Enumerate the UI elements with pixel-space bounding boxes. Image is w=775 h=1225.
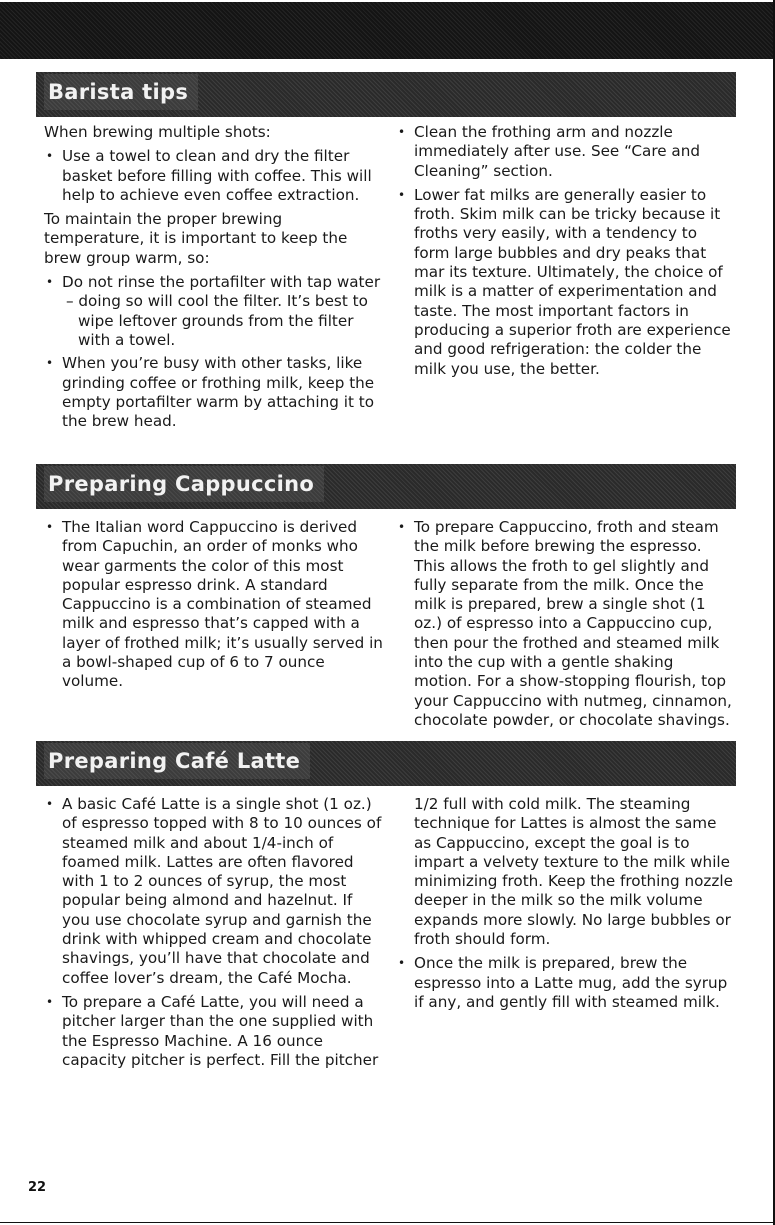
barista-bullet-clean: • Clean the frothing arm and nozzle immediately after use. See “Care and Cleaning” section. [396,123,734,181]
cappuccino-right-column [396,518,736,730]
cappuccino-bullet-prepare: • To prepare Cappuccino, froth and steam the milk before brewing the espresso. This allows the froth to gel slightly and fully separate from the milk. Once the milk is prepared, brew a single shot (1 oz.) of espresso into a Cappuccino cup, then pour the frothed and steamed milk into the cup with a gentle shaking motion. For a show-stopping flourish, top your Cappuccino with nutmeg, cinnamon, chocolate powder, or chocolate shavings. [396,518,736,730]
barista-bullet-rinse-text: Do not rinse the portafilter with tap water [62,273,381,292]
section-title-preparing-cafe-latte: Preparing Café Latte [44,743,310,779]
header-band [0,2,775,59]
latte-continued-paragraph: 1/2 full with cold milk. The steaming technique for Lattes is almost the same as Cappuccino, except the goal is to impart a velvety texture to the milk while minimizing froth. Keep the frothing nozzle deeper in the milk so the milk volume expands more slowly. No large bubbles or froth should form. [414,795,733,949]
section-title-preparing-cappuccino: Preparing Cappuccino [44,466,324,502]
latte-bullet-pitcher: • To prepare a Café Latte, you will need a pitcher larger than the one supplied with the Espresso Machine. A 16 ounce capacity pitcher is perfect. Fill the pitcher [44,993,384,1070]
barista-bullet-busy: • When you’re busy with other tasks, like grinding coffee or frothing milk, keep the empty portafilter warm by attaching it to the brew head. [44,354,384,431]
section-title-barista-tips: Barista tips [44,74,198,110]
cappuccino-left-column [44,518,384,692]
barista-left-column [44,123,384,431]
page-number: 22 [28,1180,47,1195]
section-header-preparing-cafe-latte [36,741,736,786]
latte-right-column [396,795,736,1012]
barista-temperature-paragraph: To maintain the proper brewing temperature, it is important to keep the brew group warm, so: [44,210,348,267]
section-header-preparing-cappuccino [36,464,736,509]
latte-bullet-brew: • Once the milk is prepared, brew the espresso into a Latte mug, add the syrup if any, and gently fill with steamed milk. [396,954,736,1012]
barista-bullet-milk: • Lower fat milks are generally easier to froth. Skim milk can be tricky because it froths very easily, with a tendency to form large bubbles and dry peaks that mar its texture. Ultimately, the choice of milk is a matter of experimentation and taste. The most important factors in producing a superior froth are experience and good refrigeration: the colder the milk you use, the better. [396,186,734,379]
section-header-barista-tips [36,72,736,117]
barista-bullet-rinse [44,273,384,350]
barista-intro: When brewing multiple shots: [44,123,271,141]
cappuccino-bullet-origin: • The Italian word Cappuccino is derived from Capuchin, an order of monks who wear garments the color of this most popular espresso drink. A standard Cappuccino is a combination of steamed milk and espresso that’s capped with a layer of frothed milk; it’s usually served in a bowl-shaped cup of 6 to 7 ounce volume. [44,518,384,692]
latte-left-column [44,795,384,1070]
barista-right-column [396,123,734,379]
barista-bullet-towel: • Use a towel to clean and dry the filter basket before filling with coffee. This will help to achieve even coffee extraction. [44,147,384,205]
bottom-edge-rule [0,1222,775,1223]
latte-bullet-basic: • A basic Café Latte is a single shot (1 oz.) of espresso topped with 8 to 10 ounces of steamed milk and about 1/4-inch of foamed milk. Lattes are often flavored with 1 to 2 ounces of syrup, the most popular being almond and hazelnut. If you use chocolate syrup and garnish the drink with whipped cream and chocolate shavings, you’ll have that chocolate and coffee lover’s dream, the Café Mocha. [44,795,384,988]
barista-bullet-rinse-sub: – doing so will cool the filter. It’s best to wipe leftover grounds from the filter with a towel. [66,292,368,349]
